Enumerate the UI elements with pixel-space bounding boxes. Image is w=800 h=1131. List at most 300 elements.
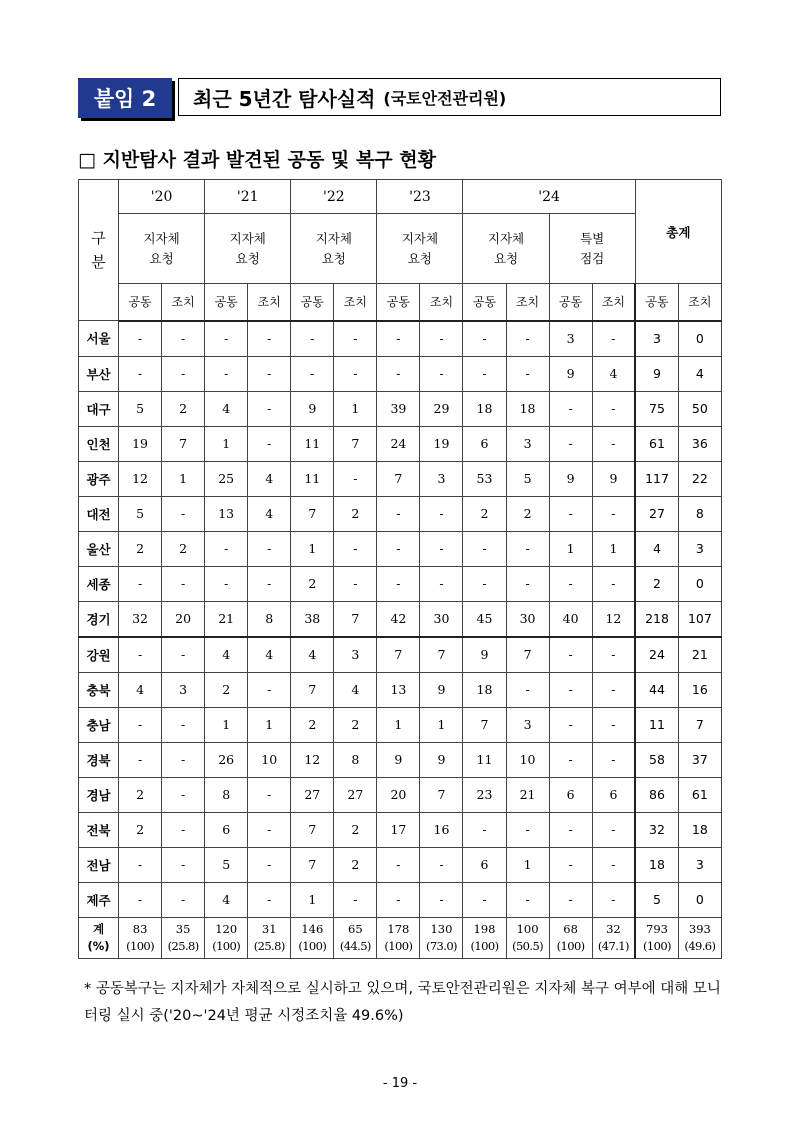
sum-percent-label: (%) (87, 938, 110, 953)
sum-percent: (100) (384, 938, 413, 953)
type-line: 요청 (321, 250, 346, 266)
value-cell: 18 (678, 812, 721, 847)
value-cell: - (463, 531, 506, 566)
value-cell: 22 (678, 461, 721, 496)
table-body (79, 321, 722, 959)
gubun-char-2: 분 (91, 253, 106, 271)
value-cell: - (205, 321, 248, 357)
value-cell: - (463, 566, 506, 601)
sum-cell (119, 917, 162, 958)
value-cell: - (119, 356, 162, 391)
value-cell: 61 (678, 777, 721, 812)
value-cell: 7 (377, 637, 420, 673)
sum-cell (549, 917, 592, 958)
value-cell: - (248, 391, 291, 426)
value-cell: 7 (291, 812, 334, 847)
value-cell: - (377, 321, 420, 357)
sub-header-cell: 공동 (635, 284, 678, 321)
sum-cell (463, 917, 506, 958)
value-cell: 4 (248, 496, 291, 531)
value-cell: 2 (162, 391, 205, 426)
value-cell: 37 (678, 742, 721, 777)
value-cell: - (592, 496, 635, 531)
region-cell: 전북 (79, 812, 119, 847)
value-cell: - (549, 391, 592, 426)
value-cell: 8 (678, 496, 721, 531)
value-cell: - (463, 882, 506, 917)
value-cell: - (377, 496, 420, 531)
value-cell: - (291, 356, 334, 391)
value-cell: 5 (119, 496, 162, 531)
value-cell: 21 (678, 637, 721, 673)
sum-label: 계 (92, 921, 105, 936)
region-cell: 강원 (79, 637, 119, 673)
value-cell: 18 (506, 391, 549, 426)
sum-value: 31 (261, 921, 277, 936)
sum-value: 83 (132, 921, 148, 936)
value-cell: - (205, 356, 248, 391)
value-cell: 9 (635, 356, 678, 391)
value-cell: - (377, 356, 420, 391)
sum-value: 198 (473, 921, 496, 936)
value-cell: 0 (678, 882, 721, 917)
type-line: 지자체 (315, 230, 352, 246)
value-cell: 40 (549, 601, 592, 637)
table-row (79, 601, 722, 637)
value-cell: - (506, 321, 549, 357)
value-cell: - (162, 496, 205, 531)
value-cell: - (592, 391, 635, 426)
value-cell: 7 (334, 426, 377, 461)
sum-percent: (100) (126, 938, 155, 953)
sum-cell (678, 917, 721, 958)
sum-value: 35 (175, 921, 191, 936)
value-cell: 53 (463, 461, 506, 496)
value-cell: 4 (248, 461, 291, 496)
value-cell: 7 (678, 707, 721, 742)
value-cell: 38 (291, 601, 334, 637)
value-cell: 117 (635, 461, 678, 496)
value-cell: 2 (506, 496, 549, 531)
region-cell: 대전 (79, 496, 119, 531)
value-cell: 3 (334, 637, 377, 673)
value-cell: 29 (420, 391, 463, 426)
value-cell: 18 (463, 672, 506, 707)
value-cell: 9 (291, 391, 334, 426)
region-cell: 세종 (79, 566, 119, 601)
value-cell: 4 (592, 356, 635, 391)
value-cell: - (162, 847, 205, 882)
value-cell: - (420, 321, 463, 357)
value-cell: 2 (334, 707, 377, 742)
value-cell: 9 (377, 742, 420, 777)
value-cell: - (334, 531, 377, 566)
value-cell: - (205, 531, 248, 566)
value-cell: 3 (162, 672, 205, 707)
value-cell: - (549, 707, 592, 742)
value-cell: 2 (334, 847, 377, 882)
region-cell: 대구 (79, 391, 119, 426)
sum-value: 68 (563, 921, 578, 936)
sum-value: 146 (301, 921, 324, 936)
value-cell: 1 (291, 882, 334, 917)
value-cell: - (506, 531, 549, 566)
table-row (79, 531, 722, 566)
value-cell: 75 (635, 391, 678, 426)
value-cell: - (334, 321, 377, 357)
value-cell: 7 (463, 707, 506, 742)
value-cell: 7 (291, 847, 334, 882)
sum-value: 130 (430, 921, 453, 936)
table-row (79, 882, 722, 917)
value-cell: 2 (334, 496, 377, 531)
value-cell: 3 (420, 461, 463, 496)
sum-percent: (50.5) (512, 938, 544, 953)
type-line: 요청 (407, 250, 432, 266)
type-line: 요청 (493, 250, 519, 266)
value-cell: 27 (291, 777, 334, 812)
sum-cell (377, 917, 420, 958)
region-cell: 광주 (79, 461, 119, 496)
value-cell: 8 (334, 742, 377, 777)
year-header: '23 (377, 180, 463, 214)
value-cell: 24 (377, 426, 420, 461)
value-cell: - (162, 777, 205, 812)
sum-value: 178 (387, 921, 410, 936)
sub-header-cell: 조치 (248, 284, 291, 321)
table-row (79, 812, 722, 847)
region-cell: 부산 (79, 356, 119, 391)
value-cell: - (119, 742, 162, 777)
value-cell: 30 (420, 601, 463, 637)
value-cell: 16 (420, 812, 463, 847)
value-cell: 4 (635, 531, 678, 566)
value-cell: 5 (635, 882, 678, 917)
value-cell: 11 (463, 742, 506, 777)
sub-header-cell: 조치 (162, 284, 205, 321)
value-cell: - (549, 672, 592, 707)
sum-percent: (25.8) (253, 938, 285, 953)
value-cell: 0 (678, 321, 721, 357)
value-cell: - (506, 812, 549, 847)
sum-percent: (100) (643, 938, 671, 953)
value-cell: 3 (549, 321, 592, 357)
value-cell: 7 (506, 637, 549, 673)
attachment-badge: 붙임 2 (78, 78, 172, 118)
table-row (79, 496, 722, 531)
sum-percent: (100) (212, 938, 241, 953)
value-cell: - (506, 566, 549, 601)
value-cell: 11 (291, 461, 334, 496)
table-row (79, 742, 722, 777)
type-line: 요청 (235, 250, 260, 266)
value-cell: 13 (205, 496, 248, 531)
value-cell: - (420, 566, 463, 601)
table-row (79, 566, 722, 601)
value-cell: 12 (592, 601, 635, 637)
value-cell: - (549, 566, 592, 601)
value-cell: 2 (334, 812, 377, 847)
value-cell: - (377, 566, 420, 601)
value-cell: 27 (334, 777, 377, 812)
sum-value: 100 (516, 921, 539, 936)
value-cell: - (248, 882, 291, 917)
value-cell: 32 (119, 601, 162, 637)
value-cell: - (162, 742, 205, 777)
value-cell: - (377, 882, 420, 917)
value-cell: - (549, 426, 592, 461)
value-cell: 11 (635, 707, 678, 742)
value-cell: 6 (205, 812, 248, 847)
sub-header-cell: 조치 (678, 284, 721, 321)
value-cell: 86 (635, 777, 678, 812)
value-cell: 16 (678, 672, 721, 707)
value-cell: 2 (119, 531, 162, 566)
value-cell: - (162, 637, 205, 673)
value-cell: - (248, 812, 291, 847)
value-cell: 1 (549, 531, 592, 566)
value-cell: - (592, 672, 635, 707)
value-cell: 1 (334, 391, 377, 426)
value-cell: - (463, 356, 506, 391)
value-cell: - (592, 426, 635, 461)
year-header: '21 (205, 180, 291, 214)
sub-header-cell: 공동 (549, 284, 592, 321)
footnote: * 공동복구는 지자체가 자체적으로 실시하고 있으며, 국토안전관리원은 지자체 복구 여부에 대해 모니터링 실시 중('20~'24년 평균 시정조치율 49.6%) (84, 981, 721, 1024)
sum-cell (291, 917, 334, 958)
sum-cell (635, 917, 678, 958)
value-cell: 4 (205, 637, 248, 673)
value-cell: 2 (635, 566, 678, 601)
region-cell: 경남 (79, 777, 119, 812)
value-cell: - (248, 672, 291, 707)
region-cell: 서울 (79, 321, 119, 357)
value-cell: - (334, 461, 377, 496)
value-cell: - (162, 566, 205, 601)
value-cell: 12 (119, 461, 162, 496)
sum-percent: (44.5) (339, 938, 371, 953)
type-line: 지자체 (487, 230, 525, 246)
value-cell: - (248, 847, 291, 882)
value-cell: 7 (291, 496, 334, 531)
value-cell: 9 (592, 461, 635, 496)
value-cell: 1 (205, 707, 248, 742)
value-cell: 4 (248, 637, 291, 673)
value-cell: - (248, 321, 291, 357)
value-cell: - (162, 356, 205, 391)
value-cell: - (549, 882, 592, 917)
value-cell: 2 (463, 496, 506, 531)
value-cell: - (420, 496, 463, 531)
table-row (79, 321, 722, 357)
value-cell: - (549, 847, 592, 882)
sub-header-cell: 조치 (334, 284, 377, 321)
value-cell: 1 (162, 461, 205, 496)
value-cell: 1 (506, 847, 549, 882)
value-cell: - (205, 566, 248, 601)
value-cell: 30 (506, 601, 549, 637)
value-cell: 1 (291, 531, 334, 566)
value-cell: 2 (291, 707, 334, 742)
value-cell: - (592, 321, 635, 357)
value-cell: - (592, 566, 635, 601)
value-cell: 58 (635, 742, 678, 777)
value-cell: - (420, 356, 463, 391)
title-text: 최근 5년간 탐사실적 (193, 86, 376, 111)
value-cell: 4 (678, 356, 721, 391)
value-cell: - (291, 321, 334, 357)
value-cell: - (248, 426, 291, 461)
value-cell: 17 (377, 812, 420, 847)
value-cell: 45 (463, 601, 506, 637)
value-cell: 2 (291, 566, 334, 601)
value-cell: 8 (205, 777, 248, 812)
type-header (377, 214, 463, 284)
type-line: 지자체 (143, 230, 180, 246)
value-cell: 6 (592, 777, 635, 812)
value-cell: 9 (549, 461, 592, 496)
value-cell: 4 (119, 672, 162, 707)
type-line: 요청 (149, 250, 174, 266)
type-line: 특별 (580, 230, 605, 246)
year-header: '22 (291, 180, 377, 214)
value-cell: 23 (463, 777, 506, 812)
value-cell: - (248, 777, 291, 812)
value-cell: 13 (377, 672, 420, 707)
value-cell: 2 (205, 672, 248, 707)
value-cell: - (119, 637, 162, 673)
sub-header-cell: 공동 (377, 284, 420, 321)
table-row (79, 461, 722, 496)
value-cell: - (506, 356, 549, 391)
value-cell: - (420, 847, 463, 882)
sum-cell (506, 917, 549, 958)
value-cell: - (420, 882, 463, 917)
sum-percent: (47.1) (597, 938, 629, 953)
table-header-types (79, 214, 722, 284)
sum-value: 32 (606, 921, 621, 936)
value-cell: 9 (420, 742, 463, 777)
sum-percent: (100) (298, 938, 327, 953)
value-cell: 10 (248, 742, 291, 777)
value-cell: 18 (463, 391, 506, 426)
value-cell: 7 (334, 601, 377, 637)
value-cell: 44 (635, 672, 678, 707)
region-cell: 충남 (79, 707, 119, 742)
value-cell: 1 (592, 531, 635, 566)
value-cell: 20 (377, 777, 420, 812)
sum-percent: (100) (556, 938, 585, 953)
region-cell: 경북 (79, 742, 119, 777)
value-cell: 7 (291, 672, 334, 707)
value-cell: 218 (635, 601, 678, 637)
value-cell: 1 (248, 707, 291, 742)
value-cell: 7 (162, 426, 205, 461)
value-cell: 27 (635, 496, 678, 531)
sub-header-cell: 공동 (205, 284, 248, 321)
value-cell: 21 (506, 777, 549, 812)
type-line: 지자체 (229, 230, 266, 246)
table-row (79, 356, 722, 391)
value-cell: 7 (420, 637, 463, 673)
table-row (79, 391, 722, 426)
value-cell: 5 (205, 847, 248, 882)
value-cell: - (506, 882, 549, 917)
sum-cell (592, 917, 635, 958)
page-number: - 19 - (382, 1076, 418, 1091)
gubun-header (79, 180, 119, 321)
value-cell: 8 (248, 601, 291, 637)
sub-header-cell: 조치 (506, 284, 549, 321)
value-cell: - (119, 566, 162, 601)
value-cell: 11 (291, 426, 334, 461)
sub-header-cell: 공동 (463, 284, 506, 321)
value-cell: - (463, 321, 506, 357)
value-cell: 3 (635, 321, 678, 357)
value-cell: - (119, 707, 162, 742)
sum-value: 393 (688, 921, 711, 936)
type-header (549, 214, 635, 284)
cavity-table (78, 179, 722, 959)
value-cell: - (248, 356, 291, 391)
sum-cell (248, 917, 291, 958)
sum-percent: (49.6) (684, 938, 716, 953)
value-cell: 26 (205, 742, 248, 777)
sum-value: 65 (348, 921, 363, 936)
value-cell: 7 (377, 461, 420, 496)
title-subtitle: (국토안전관리원) (383, 88, 507, 108)
value-cell: 4 (291, 637, 334, 673)
value-cell: - (592, 847, 635, 882)
region-cell: 울산 (79, 531, 119, 566)
value-cell: - (377, 847, 420, 882)
region-cell: 제주 (79, 882, 119, 917)
value-cell: 0 (678, 566, 721, 601)
region-cell: 전남 (79, 847, 119, 882)
value-cell: 5 (119, 391, 162, 426)
sum-cell (162, 917, 205, 958)
table-row (79, 847, 722, 882)
value-cell: - (549, 742, 592, 777)
table-row (79, 672, 722, 707)
value-cell: 1 (420, 707, 463, 742)
sum-percent: (100) (470, 938, 499, 953)
value-cell: 6 (549, 777, 592, 812)
value-cell: - (549, 812, 592, 847)
type-header (463, 214, 549, 284)
value-cell: 18 (635, 847, 678, 882)
value-cell: 21 (205, 601, 248, 637)
value-cell: 9 (549, 356, 592, 391)
value-cell: 9 (420, 672, 463, 707)
value-cell: 4 (334, 672, 377, 707)
value-cell: 1 (205, 426, 248, 461)
sum-value: 793 (646, 921, 668, 936)
table-row (79, 426, 722, 461)
value-cell: - (592, 812, 635, 847)
value-cell: 6 (463, 847, 506, 882)
region-cell: 충북 (79, 672, 119, 707)
value-cell: - (162, 321, 205, 357)
value-cell: - (334, 356, 377, 391)
value-cell: - (592, 707, 635, 742)
value-cell: - (334, 882, 377, 917)
sum-percent: (73.0) (425, 938, 457, 953)
sum-label-cell (79, 917, 119, 958)
type-header (205, 214, 291, 284)
total-header: 총계 (635, 180, 721, 284)
value-cell: - (119, 321, 162, 357)
